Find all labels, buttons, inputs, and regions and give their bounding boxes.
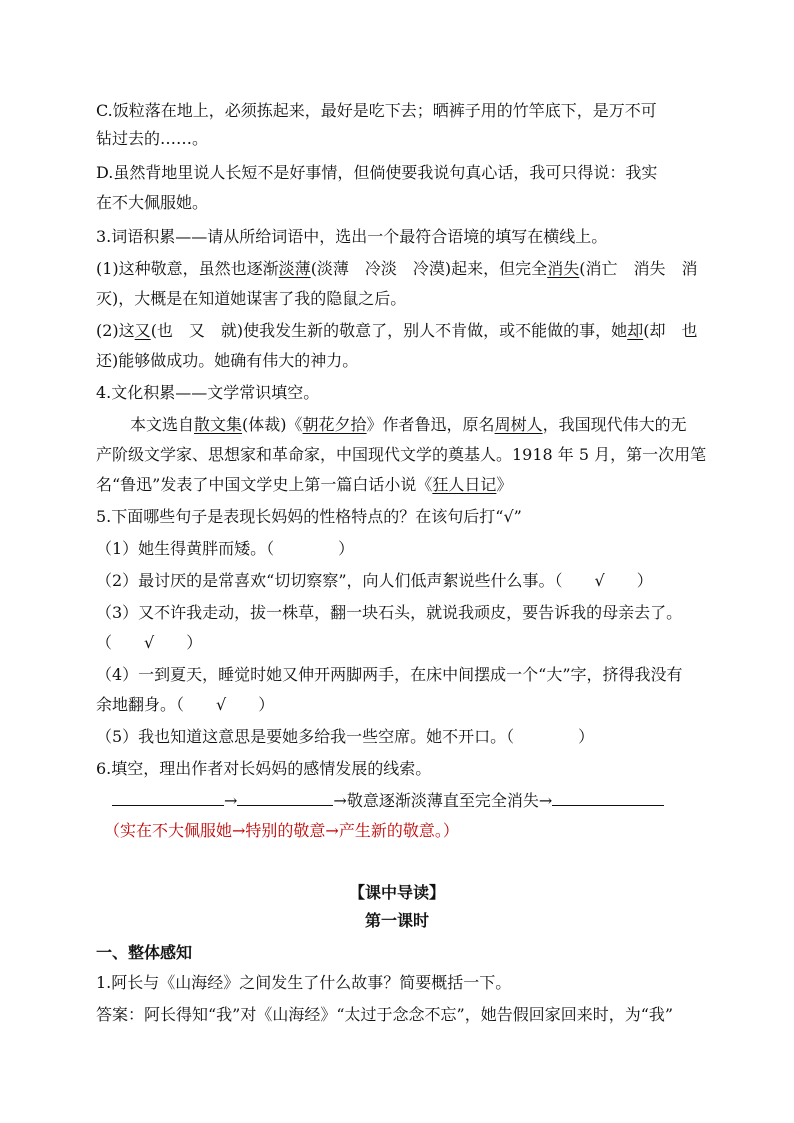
q4-paragraph-line3: [96, 474, 512, 496]
q4-text-b: (体裁)《: [242, 415, 303, 434]
q4-novel-answer: 狂人日记: [432, 475, 497, 494]
q4-text-d: ，我国现代伟大的无: [542, 415, 687, 434]
q4-paragraph-line2: 产阶级文学家、思想家和革命家，中国现代文学的奠基人。1918 年 5 月，第一次用笔: [96, 445, 707, 464]
q3-s1-text-b: (淡薄 冷淡 冷漠)起来，但完全: [310, 259, 548, 278]
q6-blank-1: [112, 791, 224, 806]
q6-blank-2: [237, 791, 333, 806]
section-subtitle: 第一课时: [364, 911, 429, 930]
q5-item3-line1: （3）又不许我走动，拔一株草，翻一块石头，就说我顽皮，要告诉我的母亲去了。: [96, 603, 683, 622]
q3-s1-answer2: 消失: [547, 259, 580, 278]
q5-item4-line1: （4）一到夏天，睡觉时她又伸开两脚两手，在床中间摆成一个“大”字，挤得我没有: [96, 665, 683, 684]
q6-arrow-1: →: [224, 791, 238, 810]
q3-s1-text-a: (1)这种敬意，虽然也逐渐: [96, 259, 279, 278]
q6-arrow-3: →: [538, 791, 553, 810]
option-d-line1: D.虽然背地里说人长短不是好事情，但倘使要我说句真心话，我可只得说：我实: [96, 163, 658, 182]
q6-title: 6.填空，理出作者对长妈妈的感情发展的线索。: [96, 759, 432, 778]
q4-text-e: 名“鲁迅”发表了中国文学史上第一篇白话小说《: [96, 475, 433, 494]
q4-text-c: 》作者鲁迅，原名: [366, 415, 495, 434]
q4-paragraph-line1: [130, 414, 687, 436]
q1-answer: 答案：阿长得知“我”对《山海经》“太过于念念不忘”，她告假回家回来时，为“我”: [96, 1005, 674, 1024]
q6-middle-text: 敬意逐渐淡薄直至完全消失: [346, 791, 539, 810]
q3-sentence2-line2: 还)能够做成功。她确有伟大的神力。: [96, 351, 359, 370]
q4-book-answer: 朝花夕拾: [302, 415, 367, 434]
q1-question: 1.阿长与《山海经》之间发生了什么故事？简要概括一下。: [96, 973, 512, 992]
q3-s2-answer2: 却: [627, 321, 644, 340]
q3-s2-text-b: (也 又 就)使我发生新的敬意了，别人不肯做，或不能做的事，她: [150, 321, 628, 340]
q5-item2: （2）最讨厌的是常喜欢“切切察察”，向人们低声絮说些什么事。（ √ ）: [96, 571, 653, 590]
q3-s2-text-a: (2)这: [96, 321, 135, 340]
q3-s1-answer1: 淡薄: [278, 259, 311, 278]
q3-sentence1-line1: [96, 258, 697, 280]
q5-title: 5.下面哪些句子是表现长妈妈的性格特点的？在该句后打“√”: [96, 507, 522, 526]
q3-sentence2-line1: [96, 320, 697, 342]
q5-item4-line2: 余地翻身。（ √ ）: [96, 695, 275, 714]
q5-item3-line2: （ √ ）: [96, 633, 203, 652]
q5-item5: （5）我也知道这意思是要她多给我一些空席。她不开口。（ ）: [96, 727, 595, 746]
q3-sentence1-line2: 灭)，大概是在知道她谋害了我的隐鼠之后。: [96, 289, 407, 308]
q4-title: 4.文化积累——文学常识填空。: [96, 383, 320, 402]
option-c-line1: C.饭粒落在地上，必须拣起来，最好是吃下去；晒裤子用的竹竿底下，是万不可: [96, 101, 657, 120]
option-d-line2: 在不大佩服她。: [96, 193, 209, 212]
section-title: 【课中导读】: [348, 883, 445, 902]
q3-title: 3.词语积累——请从所给词语中，选出一个最符合语境的填写在横线上。: [96, 227, 608, 246]
option-c-line2: 钻过去的……。: [96, 129, 209, 148]
q6-chain: [112, 790, 664, 812]
q4-name-answer: 周树人: [494, 415, 543, 434]
q3-s2-answer1: 又: [134, 321, 151, 340]
q5-item1: （1）她生得黄胖而矮。（ ）: [96, 539, 355, 558]
q6-arrow-2: →: [333, 791, 347, 810]
section-heading: 一、整体感知: [96, 943, 193, 962]
q3-s2-text-c: (却 也: [643, 321, 698, 340]
q6-answer: （实在不大佩服她→特别的敬意→产生新的敬意。）: [104, 821, 459, 840]
q3-s1-text-c: (消亡 消失 消: [579, 259, 698, 278]
q6-blank-3: [552, 791, 664, 806]
q4-text-a: 本文选自: [130, 415, 195, 434]
q4-genre-answer: 散文集: [194, 415, 243, 434]
q4-text-f: 》: [496, 475, 513, 494]
